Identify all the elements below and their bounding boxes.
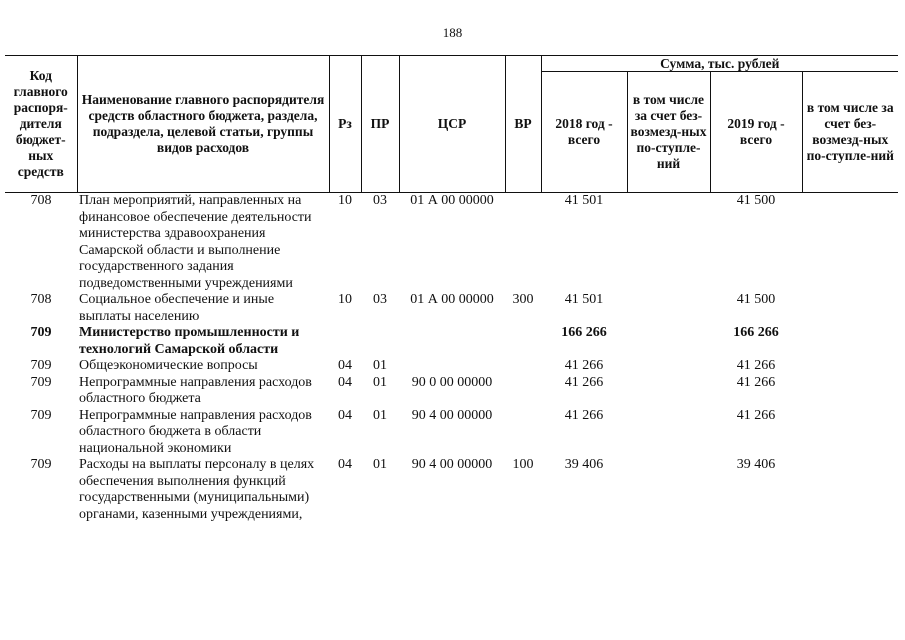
row-rz [329,325,361,358]
table-row [5,292,898,325]
row-name: Непрограммные направления расходов областного бюджета в области национальной экономики [79,407,312,456]
row-name: План мероприятий, направленных на финансовое обеспечение деятельности министерства здравоохранения Самарской области и выполнение государственного задания подведомственными учреждениями [79,193,312,291]
row-code: 709 [30,457,52,472]
row-csr: 01 А 00 00000 [410,193,494,208]
table-row [5,408,898,458]
row-pr: 01 [373,457,387,472]
table-row [5,457,898,523]
header-2019-total: 2019 год - всего [710,72,802,193]
row-csr: 90 4 00 00000 [411,407,493,423]
row-name: Министерство промышленности и технологий Самарской области [79,325,300,357]
row-sum-2019: 41 500 [736,193,776,208]
page-number: 188 [442,25,463,40]
header-code: Код главного распоря-дителя бюджет-ных средств [5,56,77,193]
row-pr: 03 [373,193,387,208]
row-rz: 10 [338,193,352,208]
row-vr: 300 [512,292,534,307]
row-free-2019 [802,358,898,375]
header-name: Наименование главного распорядителя средств областного бюджета, раздела, подраздела, целевой статьи, группы видов расходов [77,56,329,193]
header-2018-total: 2018 год - всего [541,72,627,193]
row-vr: 100 [512,457,534,472]
table-row [5,358,898,375]
row-free-2018 [627,193,710,293]
row-sum-2018: 41 266 [564,407,604,423]
row-free-2018 [627,325,710,358]
header-csr: ЦСР [399,56,505,193]
row-free-2019 [802,325,898,358]
row-sum-2018: 41 266 [564,374,604,390]
row-csr [399,325,505,358]
row-pr: 01 [373,358,387,373]
row-name: Расходы на выплаты персоналу в целях обеспечения выполнения функций государственными (муниципальными) органами, казенными учреждениями, [79,457,315,522]
row-rz: 04 [338,358,352,373]
row-free-2018 [627,408,710,458]
row-vr [505,358,541,375]
row-csr: 90 0 00 00000 [411,374,493,390]
budget-table [5,55,898,523]
header-sum: Сумма, тыс. рублей [541,56,898,72]
row-code: 708 [30,193,52,208]
row-sum-2018: 166 266 [561,325,607,340]
row-csr: 90 4 00 00000 [411,457,493,472]
row-rz: 04 [338,374,352,390]
row-code: 709 [30,358,52,373]
row-vr [505,193,541,293]
row-pr [361,325,399,358]
row-code: 709 [30,407,52,423]
row-code: 709 [30,374,52,390]
table-header [5,56,898,193]
row-rz: 04 [338,457,352,472]
row-free-2018 [627,292,710,325]
row-code: 708 [30,292,52,307]
row-vr [505,325,541,358]
row-code: 709 [30,325,52,340]
header-2018-free: в том числе за счет без-возмезд-ных по-ступле-ний [627,72,710,193]
row-vr [505,375,541,408]
row-csr: 01 А 00 00000 [410,292,494,307]
header-vr: ВР [505,56,541,193]
row-free-2019 [802,457,898,523]
row-pr: 03 [373,292,387,307]
row-free-2018 [627,457,710,523]
row-pr: 01 [373,407,387,423]
row-free-2018 [627,375,710,408]
header-pr: ПР [361,56,399,193]
row-free-2018 [627,358,710,375]
row-vr [505,408,541,458]
row-sum-2019: 41 500 [736,292,776,307]
row-free-2019 [802,408,898,458]
row-sum-2018: 41 501 [564,193,604,208]
row-sum-2019: 41 266 [736,374,776,390]
row-rz: 10 [338,292,352,307]
header-rz: Рз [329,56,361,193]
table-row [5,193,898,293]
row-rz: 04 [338,407,352,423]
row-name: Общеэкономические вопросы [79,358,258,373]
table-body [5,193,898,524]
row-csr [399,358,505,375]
table-row [5,375,898,408]
row-sum-2018: 41 266 [564,358,604,373]
row-sum-2018: 41 501 [564,292,604,307]
row-sum-2018: 39 406 [564,457,604,472]
row-pr: 01 [373,374,387,390]
row-free-2019 [802,193,898,293]
row-sum-2019: 41 266 [736,407,776,423]
row-sum-2019: 41 266 [736,358,776,373]
row-sum-2019: 39 406 [736,457,776,472]
row-name: Непрограммные направления расходов областного бюджета [79,374,312,406]
row-sum-2019: 166 266 [733,325,779,340]
row-free-2019 [802,375,898,408]
row-name: Социальное обеспечение и иные выплаты населению [79,292,275,324]
header-2019-free: в том числе за счет без-возмезд-ных по-ступле-ний [802,72,898,193]
row-free-2019 [802,292,898,325]
table-row [5,325,898,358]
